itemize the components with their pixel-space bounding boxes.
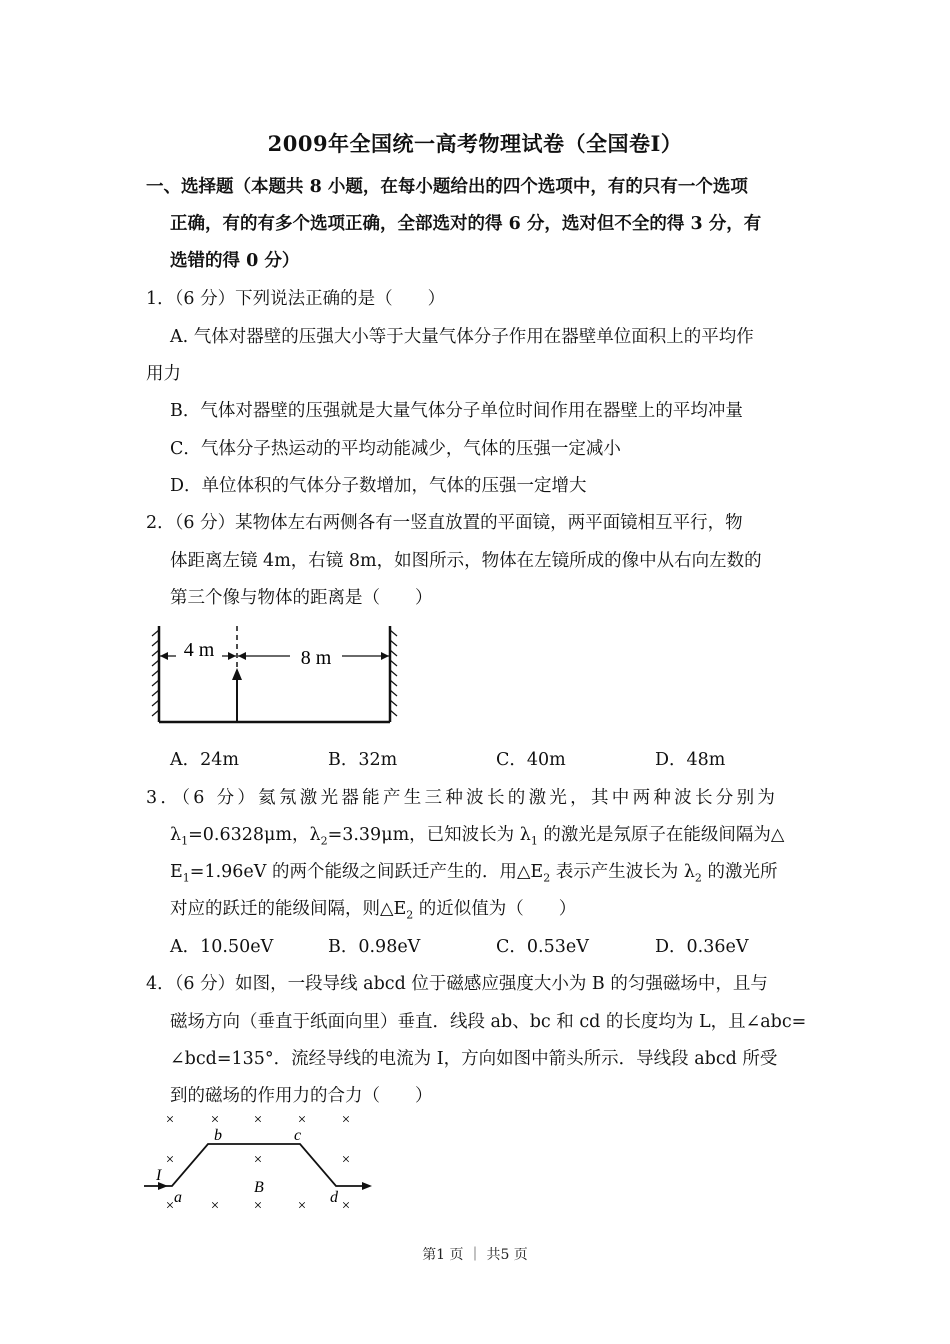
section-heading-line3: 选错的得 0 分） — [170, 251, 300, 271]
section-heading-line1: 一、选择题（本题共 8 小题，在每小题给出的四个选项中，有的只有一个选项 — [146, 177, 748, 197]
svg-text:×: × — [253, 1198, 263, 1214]
q4-stem-line2: 磁场方向（垂直于纸面向里）垂直．线段 ab、bc 和 cd 的长度均为 L，且∠abc= — [170, 1012, 807, 1032]
q4-stem-line4: 到的磁场的作用力的合力（ ） — [170, 1086, 433, 1106]
q2-option-c: C．40m — [496, 750, 566, 770]
q1-stem: 1．（6 分）下列说法正确的是（ ） — [146, 289, 446, 309]
q2-stem-line3: 第三个像与物体的距离是（ ） — [170, 588, 433, 608]
q4-wire-figure — [140, 1108, 380, 1216]
svg-text:a: a — [174, 1189, 182, 1206]
left-distance-label: 4 m — [183, 639, 215, 661]
svg-text:B: B — [254, 1179, 264, 1196]
q4-stem-line1: 4．（6 分）如图，一段导线 abcd 位于磁感应强度大小为 B 的匀强磁场中，且与 — [146, 974, 768, 994]
svg-text:×: × — [253, 1112, 263, 1128]
q2-option-a: A．24m — [170, 750, 240, 770]
q3-option-b: B．0.98eV — [328, 937, 421, 957]
svg-text:d: d — [330, 1189, 338, 1206]
q2-stem-line2: 体距离左镜 4m，右镜 8m，如图所示，物体在左镜所成的像中从右向左数的 — [170, 551, 762, 571]
svg-text:×: × — [253, 1152, 263, 1168]
q1-option-b: B．气体对器壁的压强就是大量气体分子单位时间作用在器壁上的平均冲量 — [170, 401, 743, 421]
q1-option-d: D．单位体积的气体分子数增加，气体的压强一定增大 — [170, 476, 587, 496]
q2-option-b: B．32m — [328, 750, 398, 770]
q3-stem-line3: $E_1=1.96eV$ 的两个能级之间跃迁产生的．用$\triangle E_2$ 表示产生波长为 $\lambda_2$ 的激光所 — [170, 862, 778, 885]
q1-option-a-line2: 用力 — [146, 364, 181, 384]
current-arrow-out — [362, 1182, 372, 1190]
q3-option-a: A．10.50eV — [170, 937, 274, 957]
q2-stem-line1: 2．（6 分）某物体左右两侧各有一竖直放置的平面镜，两平面镜相互平行，物 — [146, 513, 743, 533]
svg-text:c: c — [294, 1127, 302, 1144]
q2-mirror-figure — [150, 620, 410, 730]
section-heading-line2: 正确，有的有多个选项正确，全部选对的得 6 分，选对但不全的得 3 分，有 — [170, 214, 762, 234]
svg-text:×: × — [297, 1112, 307, 1128]
q3-option-c: C．0.53eV — [496, 937, 589, 957]
svg-text:b: b — [214, 1127, 222, 1144]
svg-text:×: × — [210, 1112, 220, 1128]
svg-text:×: × — [210, 1198, 220, 1214]
svg-text:I: I — [156, 1167, 162, 1184]
svg-text:×: × — [165, 1198, 175, 1214]
q3-stem-line4: 对应的跃迁的能级间隔，则$\triangle E_2$ 的近似值为（ ） — [170, 899, 577, 922]
q3-stem-line2: $\lambda_1=0.6328\mu m$，$\lambda_2=3.39\mu m$，已知波长为 $\lambda_1$ 的激光是氖原子在能级间隔为△ — [170, 825, 785, 848]
q1-option-a-line1: A. 气体对器壁的压强大小等于大量气体分子作用在器壁单位面积上的平均作 — [170, 327, 754, 347]
page-footer: 第1 页 ｜ 共5 页 — [422, 1247, 528, 1263]
svg-text:×: × — [165, 1152, 175, 1168]
q3-option-d: D．0.36eV — [655, 937, 749, 957]
svg-text:×: × — [341, 1152, 351, 1168]
q4-stem-line3: ∠bcd=135°．流经导线的电流为 I，方向如图中箭头所示．导线段 abcd 所受 — [170, 1049, 778, 1069]
svg-text:×: × — [297, 1198, 307, 1214]
right-distance-label: 8 m — [300, 647, 332, 669]
q1-option-c: C．气体分子热运动的平均动能减少，气体的压强一定减小 — [170, 439, 621, 459]
q2-option-d: D．48m — [655, 750, 726, 770]
object-arrow-head — [232, 668, 242, 680]
page-title: 2009年全国统一高考物理试卷（全国卷I） — [267, 131, 683, 156]
svg-text:×: × — [341, 1112, 351, 1128]
magnetic-field-crosses — [166, 1112, 350, 1214]
q3-stem-line1: 3．（6 分）氦氖激光器能产生三种波长的激光，其中两种波长分别为 — [146, 788, 779, 808]
wire-labels — [155, 1127, 339, 1206]
svg-text:×: × — [165, 1112, 175, 1128]
svg-text:×: × — [341, 1198, 351, 1214]
